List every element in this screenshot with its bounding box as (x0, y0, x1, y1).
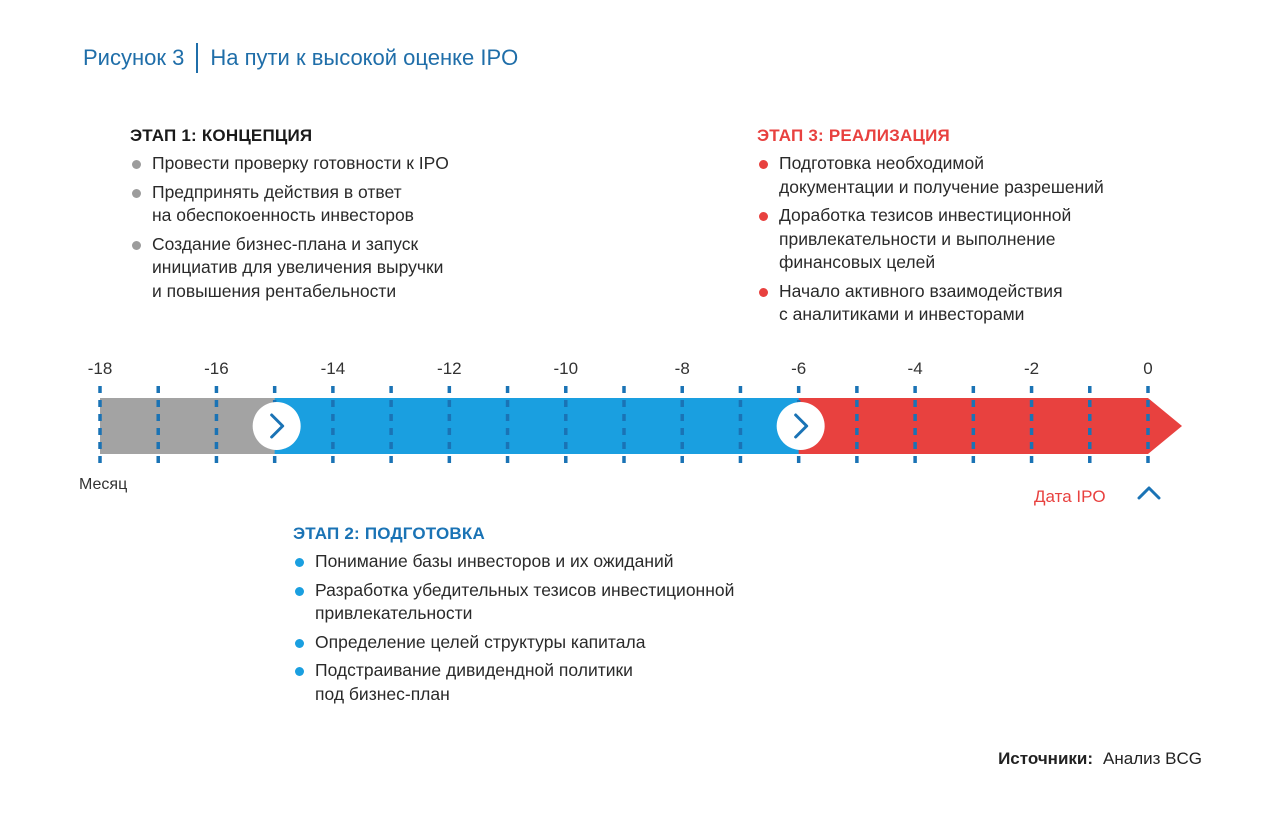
caret-up-icon (1136, 484, 1162, 502)
tick-label: -12 (437, 359, 462, 378)
figure-heading: На пути к высокой оценке IPO (210, 45, 519, 70)
list-item-text: Подготовка необходимой документации и получение разрешений (779, 153, 1104, 197)
figure-label: Рисунок 3 (83, 45, 185, 70)
stage-2-block (293, 524, 734, 711)
timeline (0, 350, 1280, 470)
tick-label: -18 (87, 359, 113, 378)
list-item (293, 579, 734, 626)
stage-2-title: ЭТАП 2: ПОДГОТОВКА (293, 524, 485, 543)
tick-label: -4 (907, 359, 923, 378)
list-item (757, 152, 1104, 199)
timeline-segment-stage1 (100, 398, 276, 454)
figure-title (83, 42, 518, 74)
ipo-date-label: Дата IPO (1034, 487, 1106, 506)
list-item-text: Создание бизнес-плана и запуск инициатив для увеличения выручки и повышения рентабельности (152, 233, 444, 301)
chevron-right-icon (777, 402, 825, 450)
chevron-right-icon (253, 402, 301, 450)
list-item (757, 280, 1104, 327)
tick-label: -10 (553, 359, 579, 378)
tick-label: -6 (791, 359, 807, 378)
list-item (293, 550, 734, 574)
tick-label: -16 (204, 359, 229, 378)
bullet-icon (295, 667, 304, 676)
sources-label: Источники: (998, 749, 1094, 768)
list-item-text: Подстраивание дивидендной политики под бизнес-план (315, 660, 633, 704)
list-item (130, 181, 449, 228)
bullet-icon (759, 160, 768, 169)
list-item-text: Определение целей структуры капитала (315, 631, 646, 652)
list-item-text: Понимание базы инвесторов и их ожиданий (315, 551, 674, 571)
list-item (130, 233, 449, 304)
tick-label: -2 (1023, 359, 1040, 378)
title-separator (196, 43, 198, 73)
list-item-text: Предпринять действия в ответ на обеспокоенность инвесторов (152, 181, 414, 225)
stage-3-block (757, 126, 1104, 332)
timeline-segment-stage2 (275, 398, 800, 454)
tick-label: -8 (674, 359, 690, 378)
timeline-tick-labels (88, 359, 1153, 378)
bullet-icon (759, 212, 768, 221)
sources-note (998, 749, 1202, 769)
tick-label: -14 (320, 359, 346, 378)
chevron-circle (253, 402, 301, 450)
bullet-icon (132, 241, 141, 250)
bullet-icon (295, 558, 304, 567)
bullet-icon (132, 160, 141, 169)
bullet-icon (132, 189, 141, 198)
bullet-icon (759, 288, 768, 297)
chevron-circle (777, 402, 825, 450)
bullet-icon (295, 587, 304, 596)
sources-text: Анализ BCG (1103, 749, 1202, 768)
list-item-text: Начало активного взаимодействия с аналитиками и инвесторами (779, 280, 1063, 324)
list-item (293, 659, 734, 706)
stage-2-list (293, 550, 734, 706)
month-axis-label: Месяц (79, 476, 128, 493)
stage-3-list (757, 152, 1104, 327)
list-item (130, 152, 449, 176)
stage-1-title: ЭТАП 1: КОНЦЕПЦИЯ (130, 126, 313, 145)
list-item (757, 204, 1104, 275)
stage-1-list (130, 152, 449, 303)
stage-1-block (130, 126, 449, 308)
tick-label: 0 (1143, 359, 1153, 378)
list-item-text: Разработка убедительных тезисов инвестиционной привлекательности (315, 579, 735, 623)
list-item-text: Провести проверку готовности к IPO (152, 153, 449, 173)
bullet-icon (295, 639, 304, 648)
list-item (293, 631, 734, 655)
stage-3-title: ЭТАП 3: РЕАЛИЗАЦИЯ (757, 126, 950, 145)
list-item-text: Доработка тезисов инвестиционной привлекательности и выполнение финансовых целей (779, 205, 1072, 272)
